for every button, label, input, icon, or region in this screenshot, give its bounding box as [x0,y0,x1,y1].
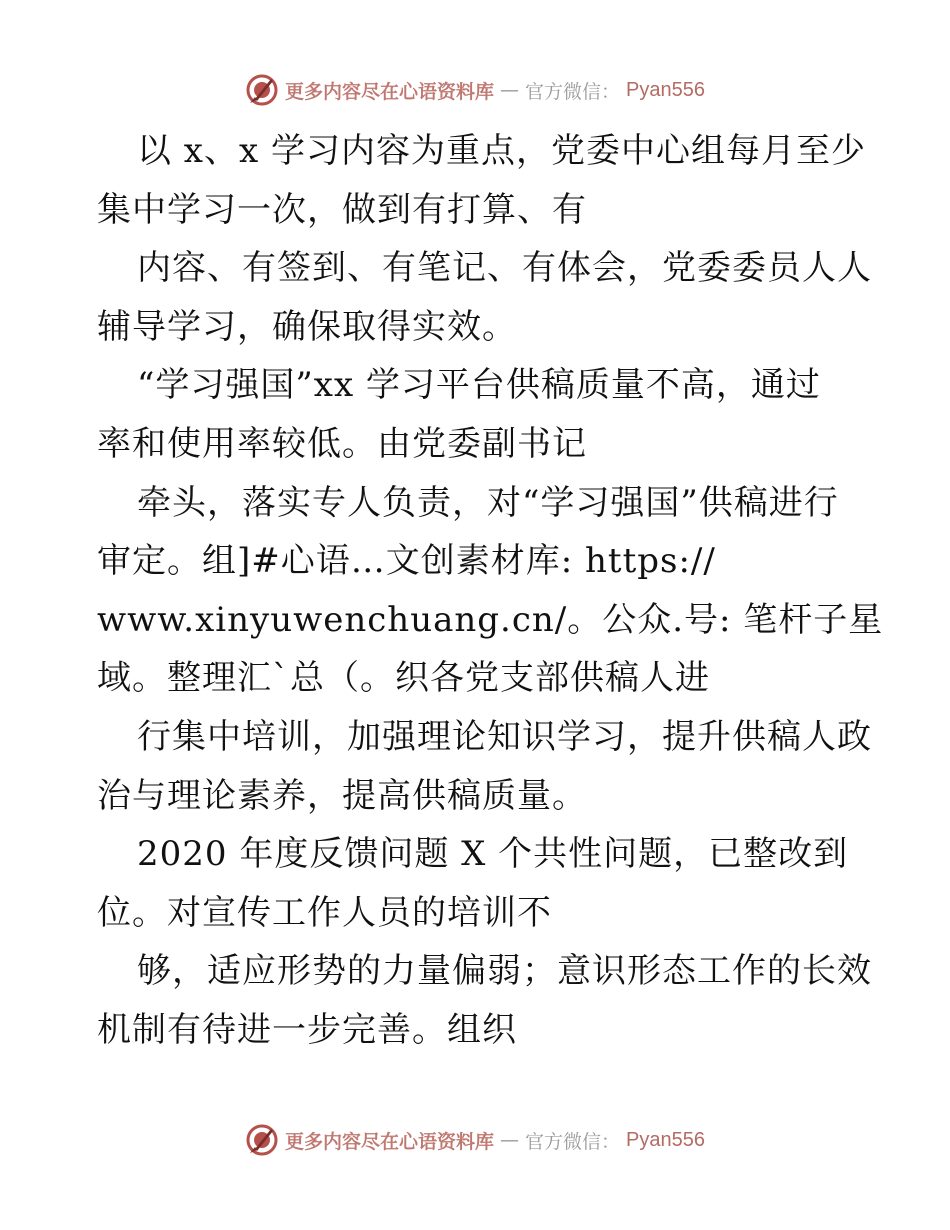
quill-pen-logo-icon [245,1123,279,1157]
banner-wechat-id: Pyan556 [626,1128,705,1151]
header-banner [0,70,950,110]
body-line: 够，适应形势的力量偏弱；意识形态工作的长效 [137,951,872,992]
banner-sub-text: 官方微信： [525,80,621,103]
body-line: 以 x、x 学习内容为重点，党委中心组每月至少 [137,131,866,171]
banner-wechat-id: Pyan556 [626,78,705,101]
body-line: www.xinyuwenchuang.cn/。公众.号: 笔杆子星 [97,599,884,640]
banner-sub-text: 官方微信： [525,1130,621,1153]
document-body [97,122,884,1060]
quill-pen-logo-icon [245,73,279,107]
body-line: 审定。组]#心语…文创素材库: https:// [97,541,716,582]
banner-separator: — [500,1129,520,1151]
body-line: 率和使用率较低。由党委副书记 [97,423,587,464]
body-line: “学习强国”xx 学习平台供稿质量不高，通过 [137,365,821,406]
body-line: 辅导学习，确保取得实效。 [97,306,517,347]
banner-main-text: 更多内容尽在心语资料库 [285,80,495,103]
banner-main-text: 更多内容尽在心语资料库 [285,1130,495,1153]
banner-separator: — [500,79,520,101]
body-line: 位。对宣传工作人员的培训不 [97,892,552,933]
body-line: 治与理论素养，提高供稿质量。 [97,775,587,816]
footer-banner [0,1120,950,1160]
body-line: 牵头，落实专人负责，对“学习强国”供稿进行 [137,482,839,523]
body-line: 行集中培训，加强理论知识学习，提升供稿人政 [137,716,872,757]
body-line: 内容、有签到、有笔记、有体会，党委委员人人 [137,248,872,289]
body-line: 域。整理汇`总（。织各党支部供稿人进 [97,658,710,699]
body-line: 2020 年度反馈问题 X 个共性问题，已整改到 [137,834,849,875]
body-line: 机制有待进一步完善。组织 [97,1009,517,1050]
body-line: 集中学习一次，做到有打算、有 [97,189,587,230]
